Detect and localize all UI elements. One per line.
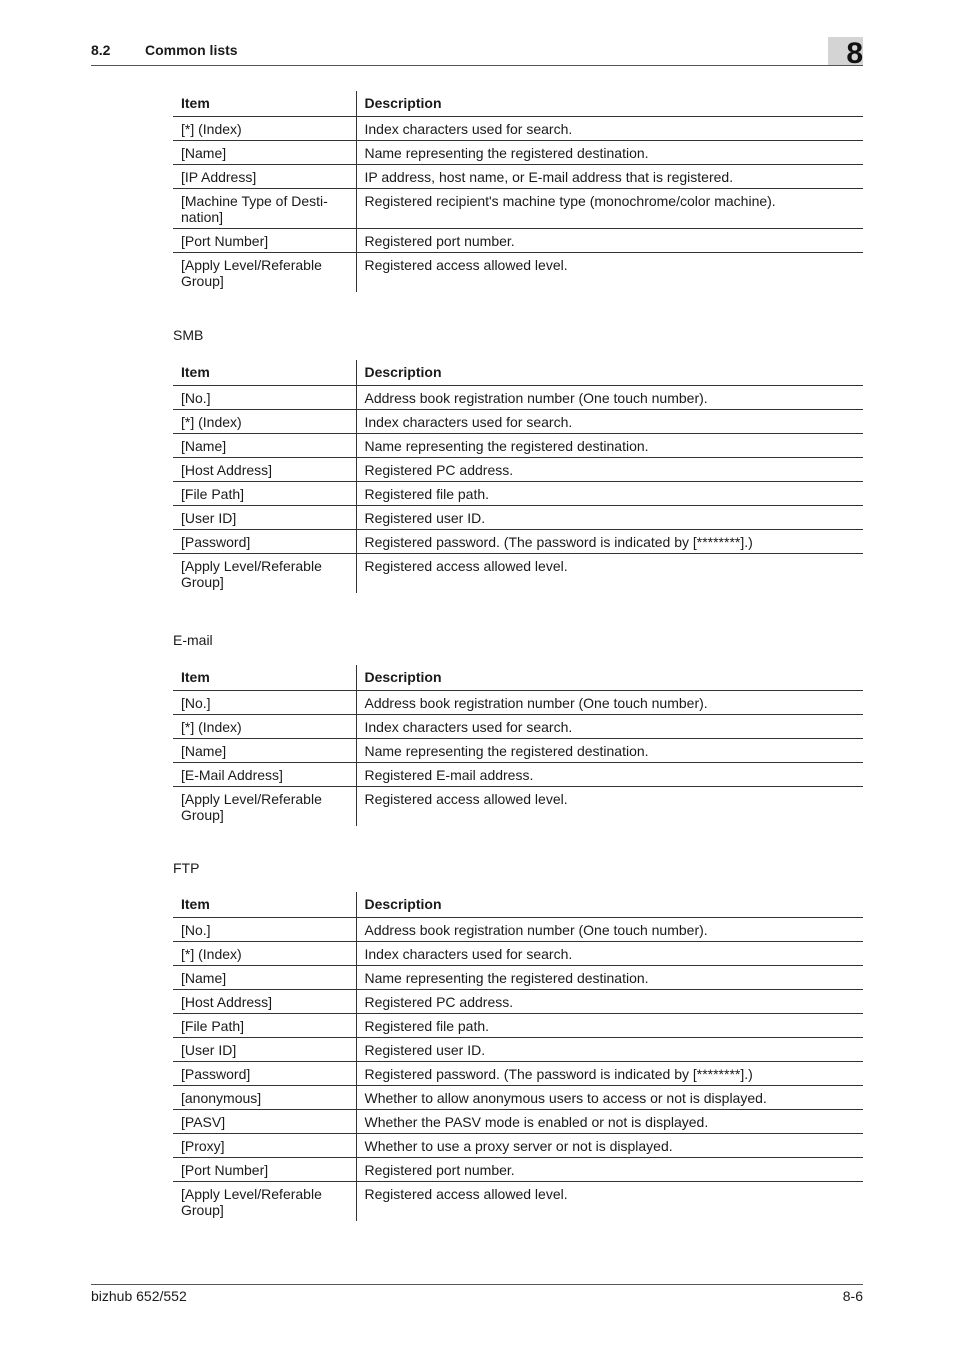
column-header-item: Item [173,892,356,918]
item-cell: [*] (Index) [173,117,356,141]
description-cell: Registered user ID. [356,1038,863,1062]
description-cell: Index characters used for search. [356,715,863,739]
column-header-item: Item [173,91,356,117]
item-cell: [IP Address] [173,165,356,189]
column-header-description: Description [356,360,863,386]
item-cell: [Port Number] [173,1158,356,1182]
table-smb [173,360,863,593]
description-cell: IP address, host name, or E-mail address that is registered. [356,165,863,189]
table-row [173,787,863,827]
section-number: 8.2 [91,42,111,58]
item-cell: [User ID] [173,506,356,530]
description-cell: Registered PC address. [356,458,863,482]
description-cell: Index characters used for search. [356,117,863,141]
item-cell: [Port Number] [173,229,356,253]
description-cell: Registered port number. [356,229,863,253]
item-cell: [Password] [173,1062,356,1086]
item-cell: [Host Address] [173,458,356,482]
description-cell: Registered access allowed level. [364,1186,568,1202]
column-header-description: Description [356,665,863,691]
caption-smb: SMB [173,327,204,343]
table-row [173,253,863,293]
table-row [173,530,863,554]
item-cell: [File Path] [173,482,356,506]
description-cell: Registered access allowed level. [364,558,568,574]
description-cell: Address book registration number (One touch number). [356,386,863,410]
table-row [173,386,863,410]
table-common [173,91,863,292]
page-header [91,40,863,66]
item-cell: [Apply Level/Referable Group] [173,554,356,594]
table-row [173,229,863,253]
item-cell: [User ID] [173,1038,356,1062]
table-row [173,1086,863,1110]
item-cell: [Apply Level/Referable Group] [173,253,356,293]
item-cell: [File Path] [173,1014,356,1038]
table [173,892,863,1221]
table-row [173,165,863,189]
table-row [173,1038,863,1062]
description-cell: Address book registration number (One touch number). [356,691,863,715]
table-row [173,117,863,141]
item-cell: [*] (Index) [173,942,356,966]
table-header-row [173,665,863,691]
table-row [173,918,863,942]
column-header-description: Description [356,91,863,117]
item-cell: [E-Mail Address] [173,763,356,787]
description-cell: Whether the PASV mode is enabled or not is displayed. [356,1110,863,1134]
description-cell: Registered password. (The password is indicated by [********].) [356,1062,863,1086]
description-cell: Name representing the registered destination. [356,966,863,990]
table-header-row [173,892,863,918]
table-header-row [173,91,863,117]
table-row [173,990,863,1014]
table-row [173,715,863,739]
table-row [173,739,863,763]
table-row [173,763,863,787]
table-email [173,665,863,826]
table-row [173,410,863,434]
item-cell: [*] (Index) [173,715,356,739]
page-footer [91,1284,863,1304]
description-cell: Whether to use a proxy server or not is displayed. [356,1134,863,1158]
table-row [173,1110,863,1134]
description-cell: Index characters used for search. [356,410,863,434]
table-header-row [173,360,863,386]
column-header-item: Item [173,360,356,386]
item-cell: [No.] [173,918,356,942]
item-cell: [*] (Index) [173,410,356,434]
table-row [173,1014,863,1038]
table [173,360,863,593]
table-row [173,1158,863,1182]
item-cell: [anonymous] [173,1086,356,1110]
description-cell: Name representing the registered destination. [356,141,863,165]
description-cell: Whether to allow anonymous users to access or not is displayed. [356,1086,863,1110]
description-cell: Address book registration number (One touch number). [356,918,863,942]
description-cell: Registered password. (The password is indicated by [********].) [356,530,863,554]
item-cell: [Proxy] [173,1134,356,1158]
item-cell: [PASV] [173,1110,356,1134]
table-row [173,141,863,165]
table-row [173,691,863,715]
item-cell: [Host Address] [173,990,356,1014]
item-cell: [Name] [173,141,356,165]
product-model: bizhub 652/552 [91,1288,187,1304]
table-row [173,942,863,966]
table [173,91,863,292]
item-cell: [Name] [173,739,356,763]
description-cell: Index characters used for search. [356,942,863,966]
table-row [173,966,863,990]
chapter-tab [828,37,863,70]
description-cell: Registered port number. [356,1158,863,1182]
chapter-number: 8 [846,37,863,70]
table-row [173,1182,863,1222]
description-cell: Registered PC address. [356,990,863,1014]
table-row [173,482,863,506]
page-number: 8-6 [842,1288,863,1304]
description-cell: Registered recipient's machine type (monochrome/color machine). [356,189,863,229]
description-cell: Name representing the registered destination. [356,739,863,763]
table-row [173,554,863,594]
description-cell: Registered access allowed level. [364,257,568,273]
item-cell: [No.] [173,691,356,715]
item-cell: [Apply Level/Referable Group] [173,1182,356,1222]
description-cell: Registered user ID. [356,506,863,530]
column-header-description: Description [356,892,863,918]
table-ftp [173,892,863,1221]
item-cell: [Machine Type of Desti- nation] [173,189,356,229]
table [173,665,863,826]
column-header-item: Item [173,665,356,691]
description-cell: Registered access allowed level. [364,791,568,807]
description-cell: Name representing the registered destination. [356,434,863,458]
caption-ftp: FTP [173,860,200,876]
table-row [173,458,863,482]
description-cell: Registered file path. [356,482,863,506]
item-cell: [Name] [173,966,356,990]
item-cell: [Password] [173,530,356,554]
caption-email: E-mail [173,632,213,648]
item-cell: [No.] [173,386,356,410]
table-row [173,434,863,458]
section-title: Common lists [145,42,238,58]
item-cell: [Name] [173,434,356,458]
table-row [173,189,863,229]
table-row [173,1062,863,1086]
table-row [173,506,863,530]
description-cell: Registered E-mail address. [356,763,863,787]
item-cell: [Apply Level/Referable Group] [173,787,356,827]
table-row [173,1134,863,1158]
description-cell: Registered file path. [356,1014,863,1038]
